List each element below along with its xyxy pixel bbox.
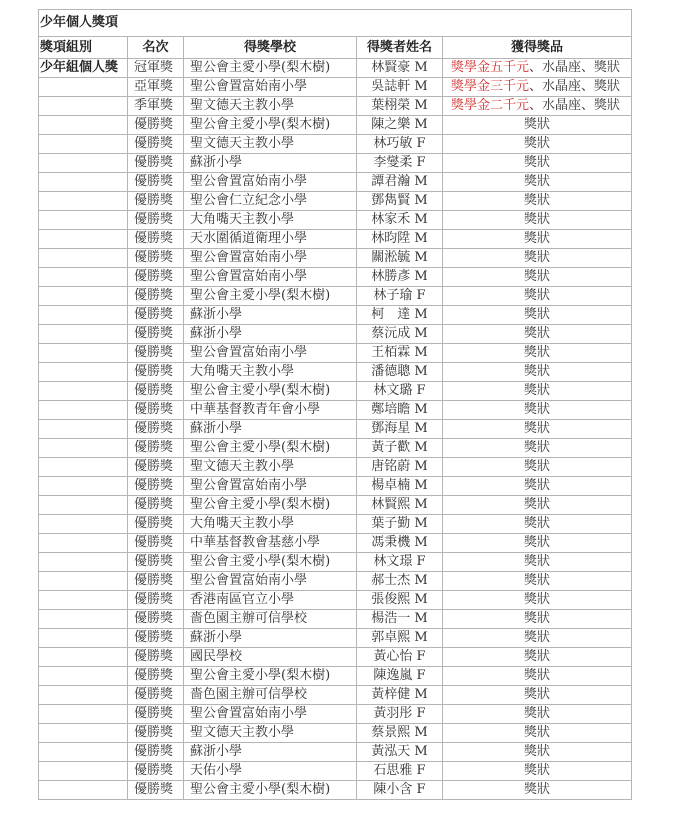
prize-items-text: 獎狀 (523, 611, 550, 626)
table-row (39, 572, 632, 591)
prize-cell (443, 477, 632, 496)
table-row (39, 344, 632, 363)
table-row (39, 154, 632, 173)
prize-items-text: 獎狀 (523, 649, 550, 664)
prize-items-text: 、水晶座、獎狀 (529, 79, 621, 94)
rank-cell: 優勝獎 (128, 572, 184, 591)
award-group-cell (39, 306, 128, 325)
award-group-cell (39, 192, 128, 211)
award-group-cell (39, 154, 128, 173)
table-row (39, 477, 632, 496)
rank-cell: 優勝獎 (128, 610, 184, 629)
school-cell: 聖公會仁立紀念小學 (184, 192, 357, 211)
school-cell: 蘇浙小學 (184, 325, 357, 344)
winner-name-cell: 王栢霖 M (357, 344, 443, 363)
rank-cell: 優勝獎 (128, 629, 184, 648)
prize-items-text: 獎狀 (523, 725, 550, 740)
prize-items-text: 獎狀 (523, 421, 550, 436)
winner-name-cell: 林勝彥 M (357, 268, 443, 287)
prize-items-text: 獎狀 (523, 155, 550, 170)
rank-cell: 優勝獎 (128, 686, 184, 705)
winner-name-cell: 黃梓健 M (357, 686, 443, 705)
winner-name-cell: 黃羽彤 F (357, 705, 443, 724)
table-row (39, 629, 632, 648)
winner-name-cell: 鄭培瞻 M (357, 401, 443, 420)
award-group-cell (39, 249, 128, 268)
header-prize: 獲得獎品 (443, 37, 632, 59)
prize-items-text: 獎狀 (523, 497, 550, 512)
winner-name-cell: 柯 達 M (357, 306, 443, 325)
table-row (39, 173, 632, 192)
school-cell: 聖文德天主教小學 (184, 135, 357, 154)
table-row (39, 686, 632, 705)
rank-cell: 優勝獎 (128, 439, 184, 458)
winner-name-cell: 黃泓天 M (357, 743, 443, 762)
award-group-cell: 少年組個人獎 (39, 59, 128, 78)
school-cell: 大角嘴天主教小學 (184, 211, 357, 230)
table-row (39, 458, 632, 477)
header-school: 得獎學校 (184, 37, 357, 59)
school-cell: 蘇浙小學 (184, 743, 357, 762)
prize-cell (443, 78, 632, 97)
rank-cell: 優勝獎 (128, 477, 184, 496)
table-row (39, 743, 632, 762)
award-group-cell (39, 762, 128, 781)
prize-cell (443, 439, 632, 458)
award-group-cell (39, 781, 128, 800)
table-row (39, 249, 632, 268)
school-cell: 聖公會置富始南小學 (184, 268, 357, 287)
rank-cell: 優勝獎 (128, 724, 184, 743)
award-group-cell (39, 705, 128, 724)
school-cell: 聖公會置富始南小學 (184, 705, 357, 724)
award-group-cell (39, 173, 128, 192)
prize-cell (443, 515, 632, 534)
award-group-cell (39, 743, 128, 762)
prize-items-text: 獎狀 (523, 440, 550, 455)
header-name: 得獎者姓名 (357, 37, 443, 59)
rank-cell: 亞軍獎 (128, 78, 184, 97)
rank-cell: 優勝獎 (128, 667, 184, 686)
prize-cell (443, 325, 632, 344)
prize-cell (443, 230, 632, 249)
school-cell: 蘇浙小學 (184, 629, 357, 648)
table-row (39, 287, 632, 306)
school-cell: 聖公會置富始南小學 (184, 249, 357, 268)
winner-name-cell: 唐铭蔚 M (357, 458, 443, 477)
prize-items-text: 獎狀 (523, 592, 550, 607)
school-cell: 中華基督教青年會小學 (184, 401, 357, 420)
prize-items-text: 獎狀 (523, 573, 550, 588)
winner-name-cell: 張俊熙 M (357, 591, 443, 610)
rank-cell: 優勝獎 (128, 344, 184, 363)
winner-name-cell: 李燮柔 F (357, 154, 443, 173)
rank-cell: 優勝獎 (128, 306, 184, 325)
table-row (39, 230, 632, 249)
prize-cell (443, 534, 632, 553)
award-group-cell (39, 382, 128, 401)
school-cell: 聖公會主愛小學(梨木樹) (184, 667, 357, 686)
school-cell: 聖文德天主教小學 (184, 458, 357, 477)
rank-cell: 優勝獎 (128, 515, 184, 534)
award-group-cell (39, 344, 128, 363)
school-cell: 聖公會置富始南小學 (184, 344, 357, 363)
rank-cell: 優勝獎 (128, 401, 184, 420)
winner-name-cell: 陳逸嵐 F (357, 667, 443, 686)
table-title-row (39, 10, 632, 37)
rank-cell: 優勝獎 (128, 287, 184, 306)
winner-name-cell: 關淞毓 M (357, 249, 443, 268)
award-group-cell (39, 667, 128, 686)
school-cell: 聖公會置富始南小學 (184, 78, 357, 97)
table-row (39, 762, 632, 781)
winner-name-cell: 蔡景熙 M (357, 724, 443, 743)
table-row (39, 496, 632, 515)
prize-items-text: 獎狀 (523, 269, 550, 284)
winner-name-cell: 譚君瀚 M (357, 173, 443, 192)
school-cell: 大角嘴天主教小學 (184, 363, 357, 382)
award-group-cell (39, 610, 128, 629)
header-row (39, 37, 632, 59)
table-row (39, 306, 632, 325)
school-cell: 聖文德天主教小學 (184, 97, 357, 116)
prize-cell (443, 648, 632, 667)
table-row (39, 325, 632, 344)
rank-cell: 優勝獎 (128, 553, 184, 572)
school-cell: 聖公會主愛小學(梨木樹) (184, 439, 357, 458)
award-group-cell (39, 439, 128, 458)
rank-cell: 優勝獎 (128, 496, 184, 515)
school-cell: 聖公會主愛小學(梨木樹) (184, 382, 357, 401)
school-cell: 聖公會主愛小學(梨木樹) (184, 781, 357, 800)
prize-cell (443, 211, 632, 230)
table-row (39, 401, 632, 420)
prize-items-text: 獎狀 (523, 516, 550, 531)
table-row (39, 705, 632, 724)
award-group-cell (39, 591, 128, 610)
prize-items-text: 獎狀 (523, 193, 550, 208)
winner-name-cell: 郝士杰 M (357, 572, 443, 591)
school-cell: 嗇色園主辦可信學校 (184, 686, 357, 705)
prize-cell (443, 762, 632, 781)
award-group-cell (39, 515, 128, 534)
prize-items-text: 獎狀 (523, 307, 550, 322)
header-group: 獎項組別 (39, 37, 128, 59)
school-cell: 蘇浙小學 (184, 420, 357, 439)
prize-cell (443, 781, 632, 800)
prize-items-text: 獎狀 (523, 668, 550, 683)
table-row (39, 515, 632, 534)
prize-money-text: 獎學金二千元 (451, 98, 530, 113)
school-cell: 聖公會置富始南小學 (184, 477, 357, 496)
winner-name-cell: 蔡沅成 M (357, 325, 443, 344)
winner-name-cell: 楊浩一 M (357, 610, 443, 629)
winner-name-cell: 林文璟 F (357, 553, 443, 572)
prize-items-text: 獎狀 (523, 383, 550, 398)
prize-cell (443, 743, 632, 762)
prize-items-text: 、水晶座、獎狀 (529, 60, 621, 75)
table-row (39, 534, 632, 553)
award-group-cell (39, 97, 128, 116)
rank-cell: 優勝獎 (128, 705, 184, 724)
award-group-cell (39, 553, 128, 572)
award-group-cell (39, 287, 128, 306)
award-group-cell (39, 477, 128, 496)
prize-cell (443, 135, 632, 154)
table-row (39, 648, 632, 667)
school-cell: 聖公會主愛小學(梨木樹) (184, 496, 357, 515)
rank-cell: 優勝獎 (128, 781, 184, 800)
rank-cell: 優勝獎 (128, 154, 184, 173)
winner-name-cell: 林家禾 M (357, 211, 443, 230)
school-cell: 中華基督教會基慈小學 (184, 534, 357, 553)
award-group-cell (39, 211, 128, 230)
prize-cell (443, 705, 632, 724)
winner-name-cell: 林巧敏 F (357, 135, 443, 154)
table-row (39, 420, 632, 439)
table-row (39, 268, 632, 287)
award-group-cell (39, 629, 128, 648)
prize-cell (443, 382, 632, 401)
prize-items-text: 獎狀 (523, 402, 550, 417)
rank-cell: 優勝獎 (128, 363, 184, 382)
prize-cell (443, 667, 632, 686)
rank-cell: 優勝獎 (128, 211, 184, 230)
winner-name-cell: 林昀陞 M (357, 230, 443, 249)
school-cell: 天水圍循道衛理小學 (184, 230, 357, 249)
table-row (39, 135, 632, 154)
prize-cell (443, 458, 632, 477)
prize-items-text: 獎狀 (523, 212, 550, 227)
prize-money-text: 獎學金五千元 (451, 60, 530, 75)
award-group-cell (39, 401, 128, 420)
prize-items-text: 獎狀 (523, 345, 550, 360)
rank-cell: 優勝獎 (128, 249, 184, 268)
winner-name-cell: 陳之樂 M (357, 116, 443, 135)
table-row (39, 363, 632, 382)
school-cell: 聖公會主愛小學(梨木樹) (184, 553, 357, 572)
prize-cell (443, 59, 632, 78)
table-row (39, 59, 632, 78)
winner-name-cell: 潘德聰 M (357, 363, 443, 382)
prize-items-text: 獎狀 (523, 763, 550, 778)
winner-name-cell: 林文璐 F (357, 382, 443, 401)
prize-money-text: 獎學金三千元 (451, 79, 530, 94)
award-group-cell (39, 686, 128, 705)
prize-items-text: 獎狀 (523, 478, 550, 493)
award-group-cell (39, 135, 128, 154)
rank-cell: 優勝獎 (128, 268, 184, 287)
school-cell: 聖公會主愛小學(梨木樹) (184, 116, 357, 135)
winner-name-cell: 陳小含 F (357, 781, 443, 800)
winner-name-cell: 黃心怡 F (357, 648, 443, 667)
school-cell: 聖公會主愛小學(梨木樹) (184, 287, 357, 306)
school-cell: 國民學校 (184, 648, 357, 667)
winner-name-cell: 葉子勤 M (357, 515, 443, 534)
table-row (39, 591, 632, 610)
prize-cell (443, 268, 632, 287)
header-rank: 名次 (128, 37, 184, 59)
winner-name-cell: 郭卓熙 M (357, 629, 443, 648)
winner-name-cell: 林賢熙 M (357, 496, 443, 515)
prize-cell (443, 610, 632, 629)
table-row (39, 439, 632, 458)
school-cell: 蘇浙小學 (184, 154, 357, 173)
prize-items-text: 獎狀 (523, 535, 550, 550)
prize-items-text: 獎狀 (523, 117, 550, 132)
table-row (39, 553, 632, 572)
winner-name-cell: 林子瑜 F (357, 287, 443, 306)
prize-items-text: 獎狀 (523, 288, 550, 303)
prize-items-text: 獎狀 (523, 706, 550, 721)
prize-items-text: 獎狀 (523, 250, 550, 265)
table-row (39, 667, 632, 686)
school-cell: 聖公會置富始南小學 (184, 173, 357, 192)
table-row (39, 192, 632, 211)
winner-name-cell: 鄧海星 M (357, 420, 443, 439)
prize-cell (443, 173, 632, 192)
school-cell: 聖公會置富始南小學 (184, 572, 357, 591)
awards-table (38, 9, 632, 800)
rank-cell: 優勝獎 (128, 534, 184, 553)
award-group-cell (39, 268, 128, 287)
prize-cell (443, 116, 632, 135)
school-cell: 大角嘴天主教小學 (184, 515, 357, 534)
rank-cell: 優勝獎 (128, 458, 184, 477)
rank-cell: 優勝獎 (128, 762, 184, 781)
school-cell: 天佑小學 (184, 762, 357, 781)
rank-cell: 季軍獎 (128, 97, 184, 116)
prize-cell (443, 192, 632, 211)
school-cell: 聖公會主愛小學(梨木樹) (184, 59, 357, 78)
prize-cell (443, 363, 632, 382)
rank-cell: 優勝獎 (128, 230, 184, 249)
winner-name-cell: 黃子歡 M (357, 439, 443, 458)
table-row (39, 781, 632, 800)
prize-items-text: 獎狀 (523, 744, 550, 759)
prize-items-text: 獎狀 (523, 554, 550, 569)
table-title: 少年個人獎項 (39, 10, 632, 37)
table-row (39, 116, 632, 135)
winner-name-cell: 石思雅 F (357, 762, 443, 781)
winner-name-cell: 林賢豪 M (357, 59, 443, 78)
award-group-cell (39, 648, 128, 667)
rank-cell: 優勝獎 (128, 420, 184, 439)
prize-cell (443, 154, 632, 173)
award-group-cell (39, 116, 128, 135)
school-cell: 蘇浙小學 (184, 306, 357, 325)
prize-items-text: 獎狀 (523, 459, 550, 474)
prize-items-text: 、水晶座、獎狀 (529, 98, 621, 113)
prize-cell (443, 401, 632, 420)
rank-cell: 優勝獎 (128, 382, 184, 401)
winner-name-cell: 鄧雋賢 M (357, 192, 443, 211)
prize-cell (443, 420, 632, 439)
winner-name-cell: 馮秉機 M (357, 534, 443, 553)
school-cell: 香港南區官立小學 (184, 591, 357, 610)
prize-items-text: 獎狀 (523, 630, 550, 645)
prize-items-text: 獎狀 (523, 326, 550, 341)
award-group-cell (39, 572, 128, 591)
prize-cell (443, 686, 632, 705)
table-row (39, 78, 632, 97)
rank-cell: 優勝獎 (128, 173, 184, 192)
prize-cell (443, 591, 632, 610)
winner-name-cell: 楊卓楠 M (357, 477, 443, 496)
prize-items-text: 獎狀 (523, 364, 550, 379)
table-row (39, 610, 632, 629)
prize-cell (443, 553, 632, 572)
rank-cell: 優勝獎 (128, 743, 184, 762)
rank-cell: 優勝獎 (128, 192, 184, 211)
prize-cell (443, 629, 632, 648)
award-group-cell (39, 363, 128, 382)
award-group-cell (39, 78, 128, 97)
prize-cell (443, 724, 632, 743)
winner-name-cell: 葉栩榮 M (357, 97, 443, 116)
award-group-cell (39, 496, 128, 515)
prize-cell (443, 287, 632, 306)
table-row (39, 211, 632, 230)
rank-cell: 優勝獎 (128, 591, 184, 610)
rank-cell: 優勝獎 (128, 648, 184, 667)
award-group-cell (39, 724, 128, 743)
rank-cell: 優勝獎 (128, 135, 184, 154)
award-group-cell (39, 534, 128, 553)
table-row (39, 724, 632, 743)
rank-cell: 優勝獎 (128, 325, 184, 344)
prize-cell (443, 249, 632, 268)
school-cell: 嗇色園主辦可信學校 (184, 610, 357, 629)
prize-items-text: 獎狀 (523, 136, 550, 151)
winner-name-cell: 吳誌軒 M (357, 78, 443, 97)
prize-items-text: 獎狀 (523, 782, 550, 797)
award-group-cell (39, 230, 128, 249)
school-cell: 聖文德天主教小學 (184, 724, 357, 743)
prize-cell (443, 97, 632, 116)
prize-items-text: 獎狀 (523, 687, 550, 702)
table-row (39, 97, 632, 116)
award-group-cell (39, 325, 128, 344)
rank-cell: 優勝獎 (128, 116, 184, 135)
prize-cell (443, 496, 632, 515)
prize-items-text: 獎狀 (523, 174, 550, 189)
award-group-cell (39, 458, 128, 477)
prize-cell (443, 344, 632, 363)
award-group-cell (39, 420, 128, 439)
prize-cell (443, 306, 632, 325)
prize-items-text: 獎狀 (523, 231, 550, 246)
table-row (39, 382, 632, 401)
rank-cell: 冠軍獎 (128, 59, 184, 78)
prize-cell (443, 572, 632, 591)
